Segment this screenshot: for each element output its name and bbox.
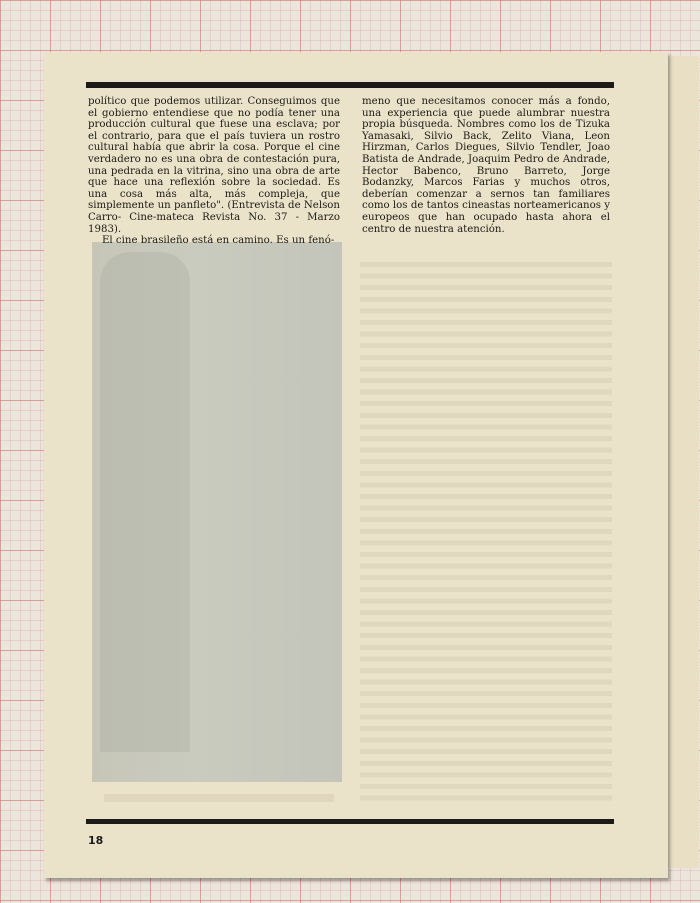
page-number: 18 <box>88 834 104 847</box>
faded-photo <box>92 242 342 782</box>
left-paragraph-1: político que podemos utilizar. Conseguimos que el gobierno entendiese que no podía tener una producción cultural que fuese una esclava; por el contrario, para que el país tuviera un rostro cultural había que abrir la cosa. Porque el cine verdadero no es una obra de contestación pura, una pedrada en la vitrina, sino una obra de arte que hace una reflexión sobre la sociedad. Es una cosa más alta, más compleja, que simplemente un panfleto". (Entrevista de Nelson Carro- Cine-mateca Revista No. 37 - Marzo 1983). <box>88 96 340 235</box>
show-through-text <box>360 262 612 802</box>
bottom-rule <box>86 819 614 824</box>
magazine-page <box>44 52 668 878</box>
show-through-caption <box>104 794 334 802</box>
top-rule <box>86 82 614 88</box>
photo-figure-shadow <box>100 252 190 752</box>
right-column <box>362 96 610 235</box>
right-paragraph-1: meno que necesitamos conocer más a fondo, una experiencia que puede alumbrar nuestra propia búsqueda. Nombres como los de Tizuka Yamasaki, Silvio Back, Zelito Viana, Leon Hirzman, Carlos Diegues, Silvio Tendler, Joao Batista de Andrade, Joaquim Pedro de Andrade, Hector Babenco, Bruno Barreto, Jorge Bodanzky, Marcos Farias y muchos otros, deberían comenzar a sernos tan familiares como los de tantos cineastas norteamericanos y europeos que han ocupado hasta ahora el centro de nuestra atención. <box>362 96 610 235</box>
left-column <box>88 96 340 247</box>
left-paragraph-2: El cine brasileño está en camino. Es un fenó- <box>102 235 335 247</box>
